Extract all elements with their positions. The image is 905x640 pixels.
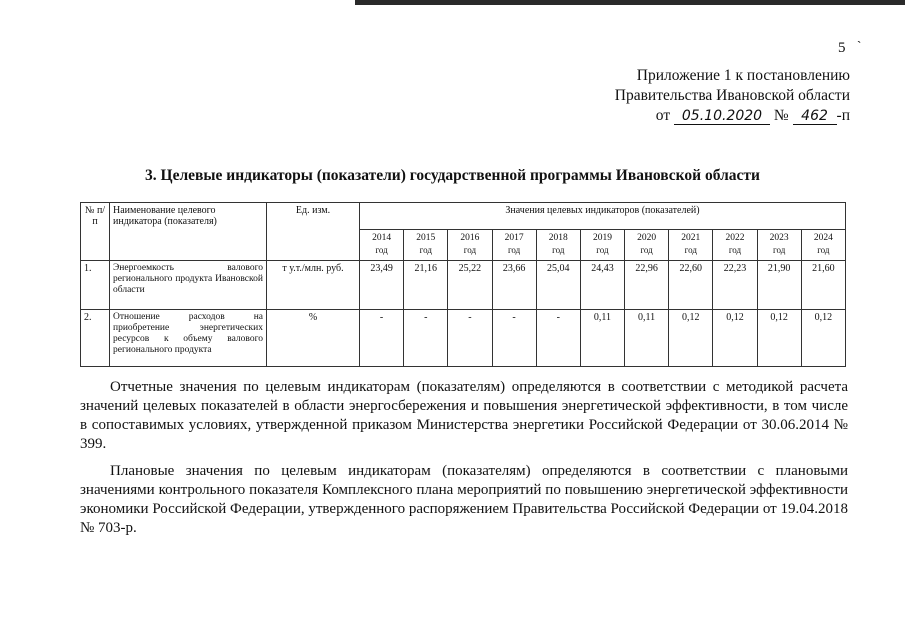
header-year-value: 2024: [813, 233, 833, 243]
row-value: 24,43: [580, 261, 624, 310]
header-year-label: год: [507, 245, 521, 255]
header-year: [625, 230, 669, 261]
row-unit: %: [267, 310, 360, 367]
header-year-value: 2018: [548, 233, 568, 243]
row-value: 25,22: [448, 261, 492, 310]
header-year-value: 2023: [769, 233, 789, 243]
row-value: 21,16: [404, 261, 448, 310]
table-row: [81, 310, 846, 367]
page-tick-mark: `: [857, 38, 862, 53]
appendix-header: [615, 66, 850, 126]
header-year-value: 2015: [416, 233, 436, 243]
header-year: [492, 230, 536, 261]
row-value: -: [404, 310, 448, 367]
header-year: [360, 230, 404, 261]
row-indicator-name: Энергоемкость валового регионального продукта Ивановской области: [110, 261, 267, 310]
row-value: 0,12: [713, 310, 757, 367]
header-year-value: 2016: [460, 233, 480, 243]
row-value: 22,96: [625, 261, 669, 310]
row-value: -: [448, 310, 492, 367]
section-title: 3. Целевые индикаторы (показатели) государственной программы Ивановской области: [145, 167, 760, 184]
header-year: [448, 230, 492, 261]
header-year: [713, 230, 757, 261]
row-value: 0,12: [757, 310, 801, 367]
header-year-value: 2019: [592, 233, 612, 243]
row-indicator-name: Отношение расходов на приобретение энергетических ресурсов к объему валового регионального продукта: [110, 310, 267, 367]
header-year-label: год: [552, 245, 565, 255]
header-year: [536, 230, 580, 261]
header-year-label: год: [419, 245, 432, 255]
row-value: 23,49: [360, 261, 404, 310]
header-year: [580, 230, 624, 261]
appendix-line-3: [615, 106, 850, 126]
row-value: -: [492, 310, 536, 367]
page-number: 5: [838, 40, 846, 56]
handwritten-date: 05.10.2020: [674, 108, 770, 125]
header-year-label: год: [640, 245, 653, 255]
body-text: [80, 378, 848, 546]
header-year-label: год: [463, 245, 477, 255]
header-year-value: 2017: [504, 233, 524, 243]
row-unit: т у.т./млн. руб.: [267, 261, 360, 310]
appendix-line-1: Приложение 1 к постановлению: [636, 67, 850, 84]
header-year-label: год: [817, 245, 830, 255]
header-year-value: 2014: [372, 233, 392, 243]
row-value: -: [536, 310, 580, 367]
table-row: [81, 261, 846, 310]
header-year: [404, 230, 448, 261]
row-value: 0,11: [580, 310, 624, 367]
appendix-suffix: -п: [836, 107, 850, 124]
appendix-line-2: Правительства Ивановской области: [614, 87, 850, 104]
header-year: [801, 230, 845, 261]
header-year-label: год: [772, 245, 786, 255]
header-year-value: 2021: [681, 233, 701, 243]
handwritten-number: 462: [793, 108, 837, 125]
header-num: № п/п: [81, 203, 110, 261]
appendix-from-label: от: [655, 107, 671, 124]
header-year-label: год: [684, 245, 697, 255]
row-value: 0,12: [669, 310, 713, 367]
header-name: Наименование целевого индикатора (показателя): [110, 203, 267, 261]
row-value: 0,12: [801, 310, 845, 367]
header-year-label: год: [728, 245, 742, 255]
row-value: 25,04: [536, 261, 580, 310]
header-year-label: год: [596, 245, 609, 255]
row-value: -: [360, 310, 404, 367]
scan-top-edge: [355, 0, 905, 5]
row-value: 21,90: [757, 261, 801, 310]
row-value: 23,66: [492, 261, 536, 310]
row-value: 22,60: [669, 261, 713, 310]
table-body: [81, 261, 846, 367]
header-values-group: Значения целевых индикаторов (показателей): [360, 203, 846, 230]
header-unit: Ед. изм.: [267, 203, 360, 261]
paragraph-2: Плановые значения по целевым индикаторам (показателям) определяются в соответствии с плановыми значениями контрольного показателя Комплексного плана мероприятий по повышению энергетической эффективности экономики Российской Федерации, утвержденного распоряжением Правительства Российской Федерации от 19.04.2018 № 703-р.: [80, 463, 848, 536]
row-value: 0,11: [625, 310, 669, 367]
paragraph-1: Отчетные значения по целевым индикаторам (показателям) определяются в соответствии с методикой расчета значений целевых показателей в области энергосбережения и повышения энергетической эффективности, в том числе в сопоставимых условиях, утвержденной приказом Министерства энергетики Российской Федерации от 30.06.2014 № 399.: [80, 379, 848, 452]
row-value: 21,60: [801, 261, 845, 310]
row-number: 1.: [81, 261, 110, 310]
header-year: [757, 230, 801, 261]
row-number: 2.: [81, 310, 110, 367]
indicators-table: [80, 202, 846, 367]
header-year-value: 2022: [725, 233, 745, 243]
header-year-value: 2020: [637, 233, 657, 243]
row-value: 22,23: [713, 261, 757, 310]
header-year-label: год: [375, 245, 388, 255]
appendix-number-label: №: [773, 107, 789, 124]
header-year: [669, 230, 713, 261]
